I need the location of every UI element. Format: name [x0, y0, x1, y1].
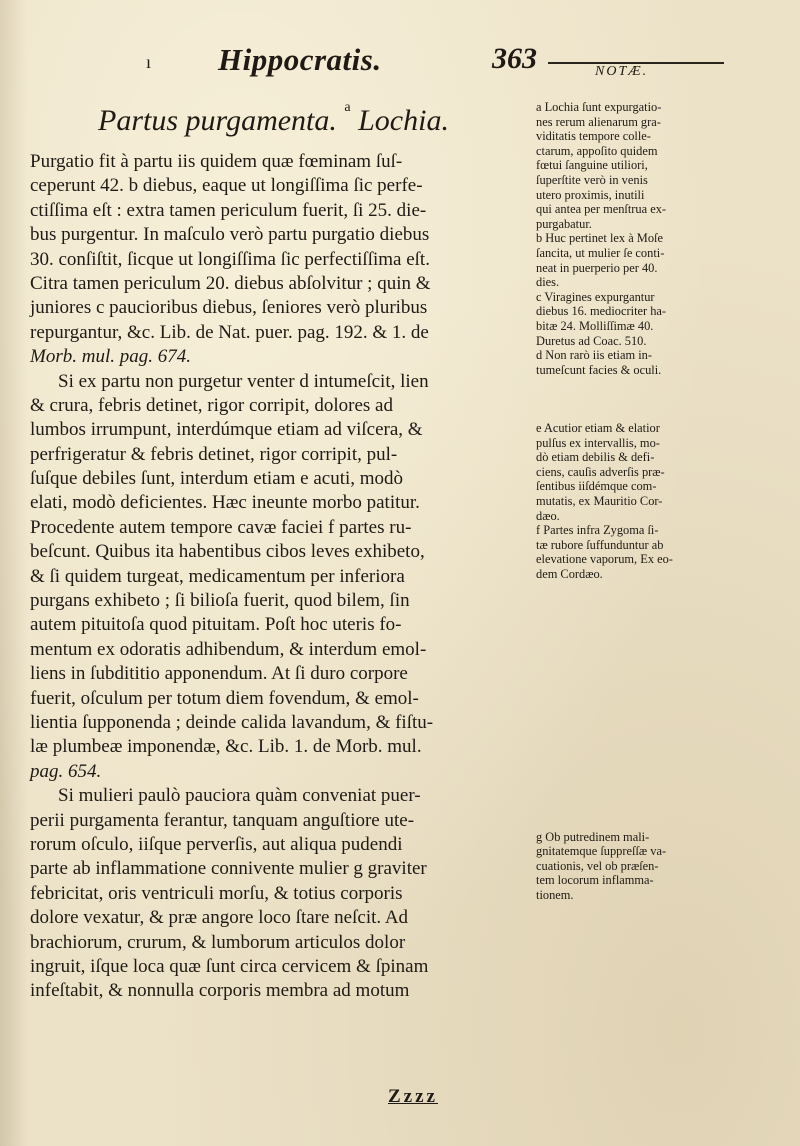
section-title — [98, 100, 449, 138]
marginal-note-line: ctarum, appoſito quidem — [536, 143, 658, 158]
marginal-note-line: diebus 16. mediocriter ha- — [536, 304, 667, 319]
note-spacer — [536, 757, 788, 772]
main-text-line: febricitat, oris ventriculi morſu, & totius corporis — [30, 882, 403, 904]
note-spacer — [536, 611, 788, 626]
note-spacer — [536, 377, 788, 392]
note-spacer — [536, 801, 788, 816]
marginal-note-line: dò etiam debilis & defi- — [536, 450, 655, 465]
main-text-line: Procedente autem tempore cavæ faciei f partes ru- — [30, 516, 412, 538]
main-text-line: Si ex partu non purgetur venter d intumeſcit, lien — [58, 370, 429, 392]
main-text-line: bus purgentur. In maſculo verò partu purgatio diebus — [30, 224, 430, 246]
main-text-line: lumbos irrumpunt, interdúmque etiam ad viſcera, & — [30, 419, 423, 441]
marginal-note-line: mutatis, ex Mauritio Cor- — [536, 494, 663, 509]
section-title-word: Lochia. — [358, 104, 449, 137]
main-text-line: Citra tamen periculum 20. diebus abſolvitur ; quin & — [30, 272, 431, 294]
marginal-note-line: qui antea per menſtrua ex- — [536, 202, 667, 217]
note-spacer — [536, 698, 788, 713]
marginal-note-line: dæo. — [536, 508, 560, 523]
marginal-note-line: tæ rubore ſuffunduntur ab — [536, 537, 664, 552]
note-spacer — [536, 728, 788, 743]
note-spacer — [536, 786, 788, 801]
main-text-line: perfrigeratur & febris detinet, rigor corripit, pul- — [30, 443, 398, 465]
main-text-line: & crura, febris detinet, rigor corripit, dolores ad — [30, 394, 393, 416]
marginal-note-line: f Partes infra Zygoma ſi- — [536, 523, 659, 538]
main-text-line: elati, modò deficientes. Hæc ineunte morbo patitur. — [30, 492, 420, 514]
main-text-line: ceperunt 42. b diebus, eaque ut longiſſima ſic perfe- — [30, 175, 423, 197]
main-text-line: parte ab inflammatione connivente mulier g graviter — [30, 858, 427, 880]
marginal-note-line: purgabatur. — [536, 216, 592, 231]
note-spacer — [536, 655, 788, 670]
marginal-note-line: tumeſcunt facies & oculi. — [536, 362, 662, 377]
main-text-line: Morb. mul. pag. 674. — [30, 346, 191, 368]
main-text-line: infeſtabit, & nonnulla corporis membra ad motum — [30, 980, 410, 1002]
main-text-line: dolore vexatur, & præ angore loco ſtare neſcit. Ad — [30, 907, 409, 929]
note-spacer — [536, 669, 788, 684]
main-text-line: rorum oſculo, iiſque perverſis, aut aliqua pudendi — [30, 833, 403, 855]
marginal-note-line: dem Cordæo. — [536, 567, 603, 581]
marginal-note-line: ſuperſtite verò in venis — [536, 172, 648, 187]
marginal-notes-column — [536, 100, 788, 903]
page-number: 363 — [492, 42, 537, 75]
note-spacer — [536, 771, 788, 786]
marginal-note-line: pulſus ex intervallis, mo- — [536, 435, 660, 450]
marginal-note-line: fœtui ſanguine utiliori, — [536, 158, 648, 173]
note-spacer — [536, 392, 788, 407]
note-spacer — [536, 815, 788, 830]
main-text-line: læ plumbeæ imponendæ, &c. Lib. 1. de Morb. mul. — [30, 736, 422, 758]
marginal-note-line: Duretus ad Coac. 510. — [536, 333, 647, 348]
marginal-note-line: utero proximis, inutili — [536, 187, 645, 202]
main-text-line: Purgatio fit à partu iis quidem quæ fœminam ſuſ- — [30, 151, 403, 172]
main-text-line: 30. conſiſtit, ſicque ut longiſſima ſic perfectiſſima eſt. — [30, 248, 430, 270]
main-text-line: ctiſſima eſt : extra tamen periculum fuerit, ſi 25. die- — [30, 199, 427, 221]
section-title-note-mark: a — [344, 100, 351, 115]
marginal-note-line: e Acutior etiam & elatior — [536, 421, 660, 436]
marginal-note-line: a Lochia ſunt expurgatio- — [536, 100, 662, 114]
main-text-line: brachiorum, crurum, & lumborum articulos dolor — [30, 931, 406, 953]
note-spacer — [536, 625, 788, 640]
main-text-line: liens in ſubdititio apponendum. At ſi duro corpore — [30, 663, 408, 685]
marginal-note-line: ſancita, ut mulier ſe conti- — [536, 245, 665, 260]
marginal-note-line: neat in puerperio per 40. — [536, 260, 658, 275]
notes-header-label: NOTÆ. — [595, 64, 649, 79]
running-title: Hippocratis. — [218, 42, 382, 77]
marginal-note-line: b Huc pertinet lex à Moſe — [536, 231, 663, 246]
main-text-line: ingruit, iſque loca quæ ſunt circa cervicem & ſpinam — [30, 955, 429, 977]
main-text-line: & ſi quidem turgeat, medicamentum per inferiora — [30, 565, 405, 587]
marginal-note-line: bitæ 24. Molliſſimæ 40. — [536, 318, 654, 333]
main-text-line: juniores c paucioribus diebus, ſeniores verò pluribus — [30, 297, 428, 319]
main-text-line: beſcunt. Quibus ita habentibus cibos leves exhibeto, — [30, 541, 425, 563]
marginal-note-line: viditatis tempore colle- — [536, 129, 651, 144]
marginal-note-line: tionem. — [536, 888, 574, 903]
main-text-line: purgans exhibeto ; ſi bilioſa fuerit, quod bilem, ſin — [30, 590, 410, 612]
marginal-note-line: dies. — [536, 275, 560, 290]
note-spacer — [536, 684, 788, 699]
marginal-note-line: c Viragines expurgantur — [536, 289, 655, 304]
note-spacer — [536, 640, 788, 655]
note-spacer — [536, 582, 788, 597]
main-text-line: lientia ſupponenda ; deinde calida lavandum, & fiſtu- — [30, 711, 434, 733]
main-text-line: repurgantur, &c. Lib. de Nat. puer. pag. 192. & 1. de — [30, 321, 429, 343]
marginal-note-line: ſentibus iiſdémque com- — [536, 479, 657, 494]
marginal-note-line: d Non rarò iis etiam in- — [536, 348, 652, 363]
note-spacer — [536, 742, 788, 757]
catchword: Zzzz — [388, 1086, 438, 1107]
main-text-line: ſuſque debiles ſunt, interdum etiam e acuti, modò — [30, 468, 404, 490]
main-text-line: Si mulieri paulò pauciora quàm conveniat puer- — [58, 785, 421, 807]
note-spacer — [536, 596, 788, 611]
page-header — [0, 42, 800, 82]
marginal-note-line: tem locorum inflamma- — [536, 873, 654, 888]
section-title-text: Partus purgamenta. — [98, 104, 337, 137]
main-text-column — [30, 150, 528, 1004]
note-spacer — [536, 406, 788, 421]
main-text-line: fuerit, oſculum per totum diem fovendum, & emol- — [30, 687, 419, 709]
marginal-note-line: g Ob putredinem mali- — [536, 829, 650, 844]
marginal-note-line: elevatione vaporum, Ex eo- — [536, 552, 673, 567]
marginal-note-line: ciens, cauſis adverſis præ- — [536, 464, 665, 479]
main-text-line: pag. 654. — [30, 760, 102, 782]
marginal-note-line: cuationis, vel ob præſen- — [536, 858, 659, 873]
header-mark: ı — [146, 52, 152, 72]
marginal-note-line: nes rerum alienarum gra- — [536, 114, 661, 129]
main-text-line: perii purgamenta ferantur, tanquam anguſtiore ute- — [30, 809, 415, 831]
main-text-line: autem pituitoſa quod pituitam. Poſt hoc uteris fo- — [30, 614, 402, 636]
note-spacer — [536, 713, 788, 728]
main-text-line: mentum ex odoratis adhibendum, & interdum emol- — [30, 638, 427, 660]
marginal-note-line: gnitatemque ſuppreſſæ va- — [536, 844, 667, 859]
